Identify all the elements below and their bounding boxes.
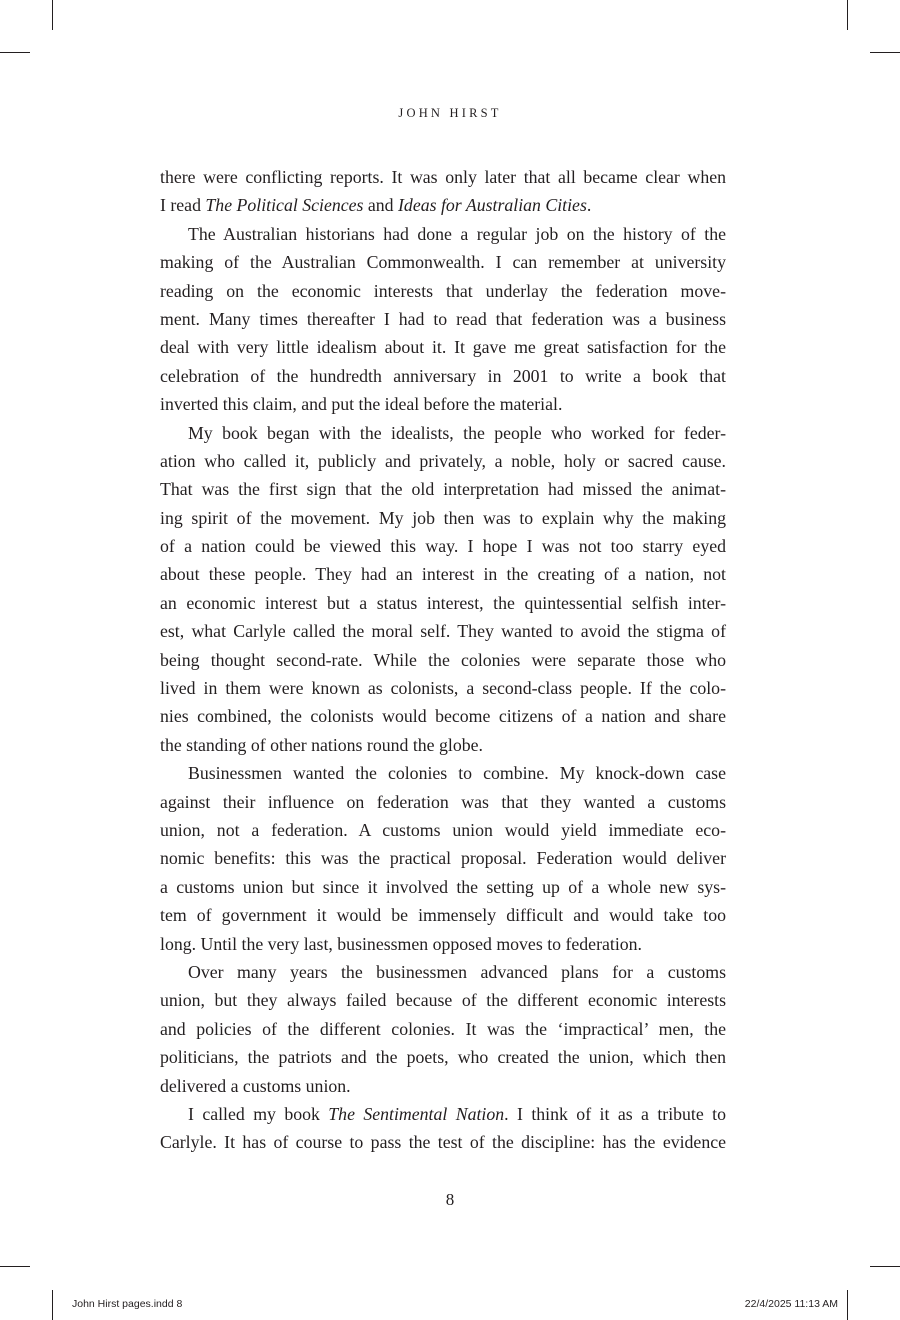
text-line: about these people. They had an interest in the creating of a nation, not (160, 564, 726, 585)
text-line: My book began with the idealists, the people who worked for feder- (188, 422, 726, 443)
text-line: Carlyle. It has of course to pass the test of the discipline: has the evidence (160, 1132, 726, 1153)
crop-mark-top-left (52, 0, 53, 30)
text-line: there were conflicting reports. It was only later that all became clear when (160, 167, 726, 187)
text-line: nies combined, the colonists would become citizens of a nation and share (160, 706, 726, 727)
text-line: delivered a customs union. (160, 1075, 351, 1096)
text-line: and policies of the different colonies. It was the ‘impractical’ men, the (160, 1018, 726, 1039)
text-line: Businessmen wanted the colonies to combine. My knock-down case (188, 763, 726, 784)
crop-mark-top-right (847, 0, 848, 30)
crop-mark-bottom-left (52, 1290, 53, 1320)
slug-datetime: 22/4/2025 11:13 AM (744, 1298, 838, 1310)
page-number: 8 (445, 1190, 455, 1209)
text-line: inverted this claim, and put the ideal before the material. (160, 394, 563, 415)
text-line: tem of government it would be immensely difficult and would take too (160, 905, 726, 926)
crop-mark-left-lower (0, 1266, 30, 1267)
text-line: against their influence on federation was that they wanted a customs (160, 791, 726, 812)
text-line: ing spirit of the movement. My job then was to explain why the making (160, 507, 726, 528)
text-line: est, what Carlyle called the moral self. They wanted to avoid the stigma of (160, 621, 726, 642)
text-line: making of the Australian Commonwealth. I can remember at university (160, 252, 726, 273)
text-line: celebration of the hundredth anniversary in 2001 to write a book that (160, 365, 726, 386)
book-title: Ideas for Australian Cities (398, 195, 587, 216)
text-line: Over many years the businessmen advanced plans for a customs (188, 961, 726, 982)
crop-mark-left-upper (0, 52, 30, 53)
text-line: of a nation could be viewed this way. I hope I was not too starry eyed (160, 536, 726, 557)
text-line: a customs union but since it involved the setting up of a whole new sys- (160, 876, 726, 897)
text-line: an economic interest but a status interest, the quintessential selfish inter- (160, 592, 726, 613)
text-line: The Australian historians had done a regular job on the history of the (188, 223, 726, 244)
body-text (160, 163, 726, 1157)
text-line: I read The Political Sciences and Ideas for Australian Cities. (160, 195, 592, 216)
crop-mark-right-upper (870, 52, 900, 53)
text-line: being thought second-rate. While the colonies were separate those who (160, 649, 726, 670)
text-line: ation who called it, publicly and privately, a noble, holy or sacred cause. (160, 450, 726, 471)
book-title: The Political Sciences (205, 195, 364, 216)
text-line: I called my book The Sentimental Nation. I think of it as a tribute to (188, 1103, 726, 1124)
text-line: reading on the economic interests that underlay the federation move- (160, 280, 726, 301)
text-line: deal with very little idealism about it. It gave me great satisfaction for the (160, 337, 726, 358)
crop-mark-bottom-right (847, 1290, 848, 1320)
text-line: nomic benefits: this was the practical proposal. Federation would deliver (160, 848, 726, 869)
text-line: politicians, the patriots and the poets, who created the union, which then (160, 1047, 726, 1068)
running-head: JOHN HIRST (398, 106, 502, 120)
text-line: the standing of other nations round the globe. (160, 734, 483, 755)
text-line: ment. Many times thereafter I had to read that federation was a business (160, 308, 726, 329)
text-line: That was the first sign that the old interpretation had missed the animat- (160, 479, 726, 500)
text-line: union, not a federation. A customs union would yield immediate eco- (160, 819, 726, 840)
text-line: lived in them were known as colonists, a second-class people. If the colo- (160, 678, 726, 699)
book-title: The Sentimental Nation (328, 1103, 505, 1124)
crop-mark-right-lower (870, 1266, 900, 1267)
text-line: long. Until the very last, businessmen opposed moves to federation. (160, 933, 642, 954)
slug-file-info: John Hirst pages.indd 8 (72, 1298, 183, 1310)
text-line: union, but they always failed because of the different economic interests (160, 990, 726, 1011)
